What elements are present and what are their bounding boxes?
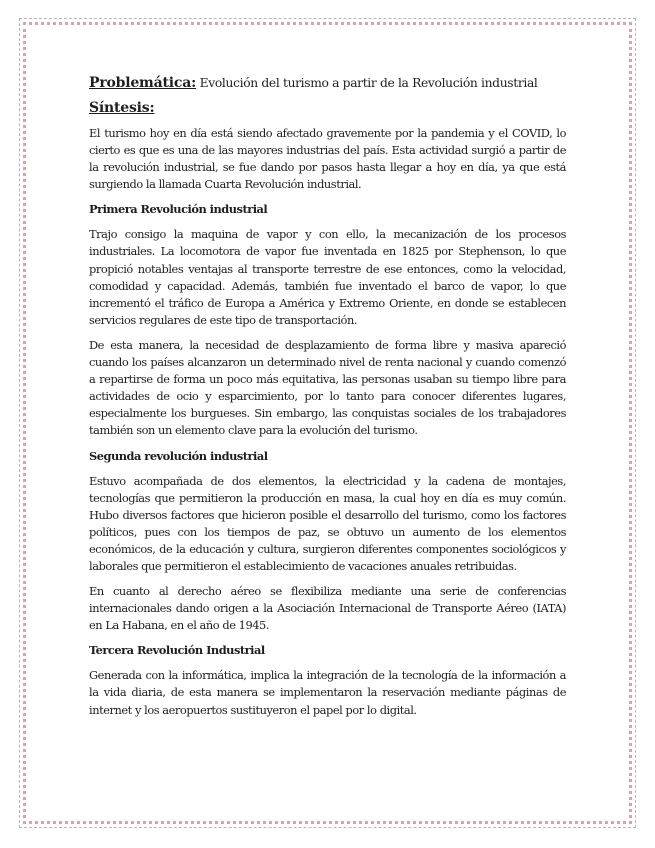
first-revolution-paragraph-2: De esta manera, la necesidad de desplazamiento de forma libre y masiva apareció cuando los países alcanzaron un determinado nivel de renta nacional y cuando comenzó a repartirse de forma un poco más equitativa, las personas usaban su tiempo libre para actividades de ocio y esparcimiento, por lo tanto para conocer diferentes lugares, especialmente los burgueses. Sin embargo, las conquistas sociales de los trabajadores también son un elemento clave para la evolución del turismo. — [89, 337, 566, 438]
synthesis-heading: Síntesis: — [89, 100, 155, 116]
document-body — [89, 74, 566, 727]
section-heading-second-revolution: Segunda revolución industrial — [89, 448, 268, 463]
second-revolution-paragraph-2: En cuanto al derecho aéreo se flexibiliza mediante una serie de conferencias internacionales dando origen a la Asociación Internacional de Transporte Aéreo (IATA) en La Habana, en el año de 1945. — [89, 584, 566, 633]
section-heading-first-revolution: Primera Revolución industrial — [89, 202, 268, 217]
problem-statement — [89, 74, 566, 93]
third-revolution-paragraph-1: Generada con la informática, implica la integración de la tecnología de la información a la vida diaria, de esta manera se implementaron la reservación mediante páginas de internet y los aeropuertos sustituyeron el papel por lo digital. — [89, 668, 566, 717]
problem-text: Evolución del turismo a partir de la Revolución industrial — [196, 76, 538, 90]
second-revolution-paragraph-1: Estuvo acompañada de dos elementos, la electricidad y la cadena de montajes, tecnologías que permitieron la producción en masa, la cual hoy en día es muy común. Hubo diversos factores que hicieron posible el desarrollo del turismo, como los factores políticos, pues con los tiempos de paz, se obtuvo un aumento de los elementos económicos, de la educación y cultura, surgieron diferentes componentes sociológicos y laborales que permitieron el establecimiento de vacaciones anuales retribuidas. — [89, 473, 566, 573]
problem-label: Problemática: — [89, 75, 197, 91]
first-revolution-paragraph-1: Trajo consigo la maquina de vapor y con ello, la mecanización de los procesos industriales. La locomotora de vapor fue inventada en 1825 por Stephenson, lo que propició notables ventajas al transporte terrestre de ese entonces, como la velocidad, comodidad y capacidad. Además, también fue inventado el barco de vapor, lo que incrementó el tráfico de Europa a América y Extremo Oriente, en donde se establecen servicios regulares de este tipo de transportación. — [89, 227, 566, 327]
section-heading-third-revolution: Tercera Revolución Industrial — [89, 643, 265, 658]
intro-paragraph: El turismo hoy en día está siendo afectado gravemente por la pandemia y el COVID, lo cierto es que es una de las mayores industrias del país. Esta actividad surgió a partir de la revolución industrial, se fue dando por pasos hasta llegar a hoy en día, ya que está surgiendo la llamada Cuarta Revolución industrial. — [89, 126, 566, 192]
